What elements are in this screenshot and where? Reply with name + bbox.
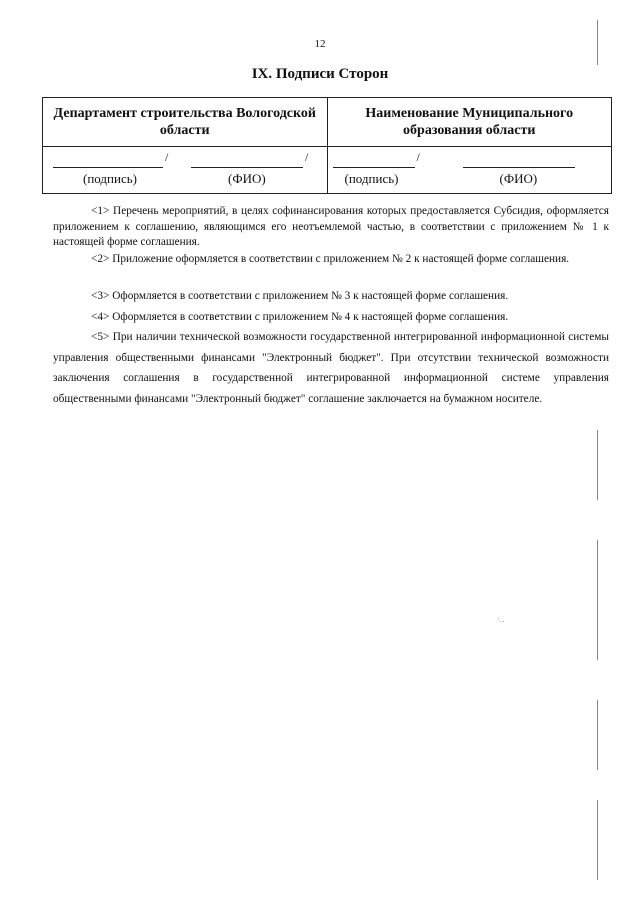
left-separator: /	[165, 150, 169, 164]
left-name-line	[191, 153, 303, 168]
scan-margin-mark	[597, 800, 598, 880]
section-title: IX. Подписи Сторон	[251, 66, 389, 82]
left-signature-caption: (подпись)	[83, 171, 137, 186]
scan-artifact: ·‥	[497, 615, 505, 624]
footnote-5: <5> При наличии технической возможности государственной интегрированной информационной системы управления общественными финансами "Электронный бюджет". При отсутствии технической возможности заключения соглашения в государственной интегрированной информационной системе управления общественными финансами "Электронный бюджет" соглашение заключается на бумажном носителе.	[53, 331, 609, 405]
footnote-3: <3> Оформляется в соответствии с приложением № 3 к настоящей форме соглашения.	[91, 290, 509, 302]
left-party-cell	[43, 98, 328, 147]
right-signature-caption: (подпись)	[344, 171, 399, 186]
right-name-line	[463, 153, 575, 168]
left-signature-cell	[43, 147, 328, 194]
footnote-4: <4> Оформляется в соответствии с приложением № 4 к настоящей форме соглашения.	[91, 311, 509, 323]
signatures-table	[42, 97, 612, 194]
right-separator: /	[416, 150, 420, 164]
scan-margin-mark	[597, 540, 598, 660]
footnote-2: <2> Приложение оформляется в соответствии с приложением № 2 к настоящей форме соглашения.	[91, 253, 570, 265]
right-party-name: Наименование Муниципального образования области	[365, 106, 574, 138]
left-name-caption: (ФИО)	[228, 171, 266, 186]
left-party-name: Департамент строительства Вологодской области	[53, 106, 316, 138]
scan-margin-mark	[597, 700, 598, 770]
page-number: 12	[314, 38, 326, 50]
right-name-caption: (ФИО)	[499, 171, 538, 186]
left-signature-line	[53, 153, 163, 168]
scan-margin-mark	[597, 20, 598, 65]
footnote-1: <1> Перечень мероприятий, в целях софинансирования которых предоставляется Субсидия, оформляется приложением к соглашению, являющимся его неотъемлемой частью, в соответствии с приложением № 1 к настоящей форме соглашения.	[53, 205, 609, 248]
right-signature-line	[333, 153, 415, 168]
left-name-separator: /	[305, 150, 309, 164]
right-signature-cell	[327, 147, 612, 194]
right-party-cell	[327, 98, 612, 147]
scan-margin-mark	[597, 430, 598, 500]
